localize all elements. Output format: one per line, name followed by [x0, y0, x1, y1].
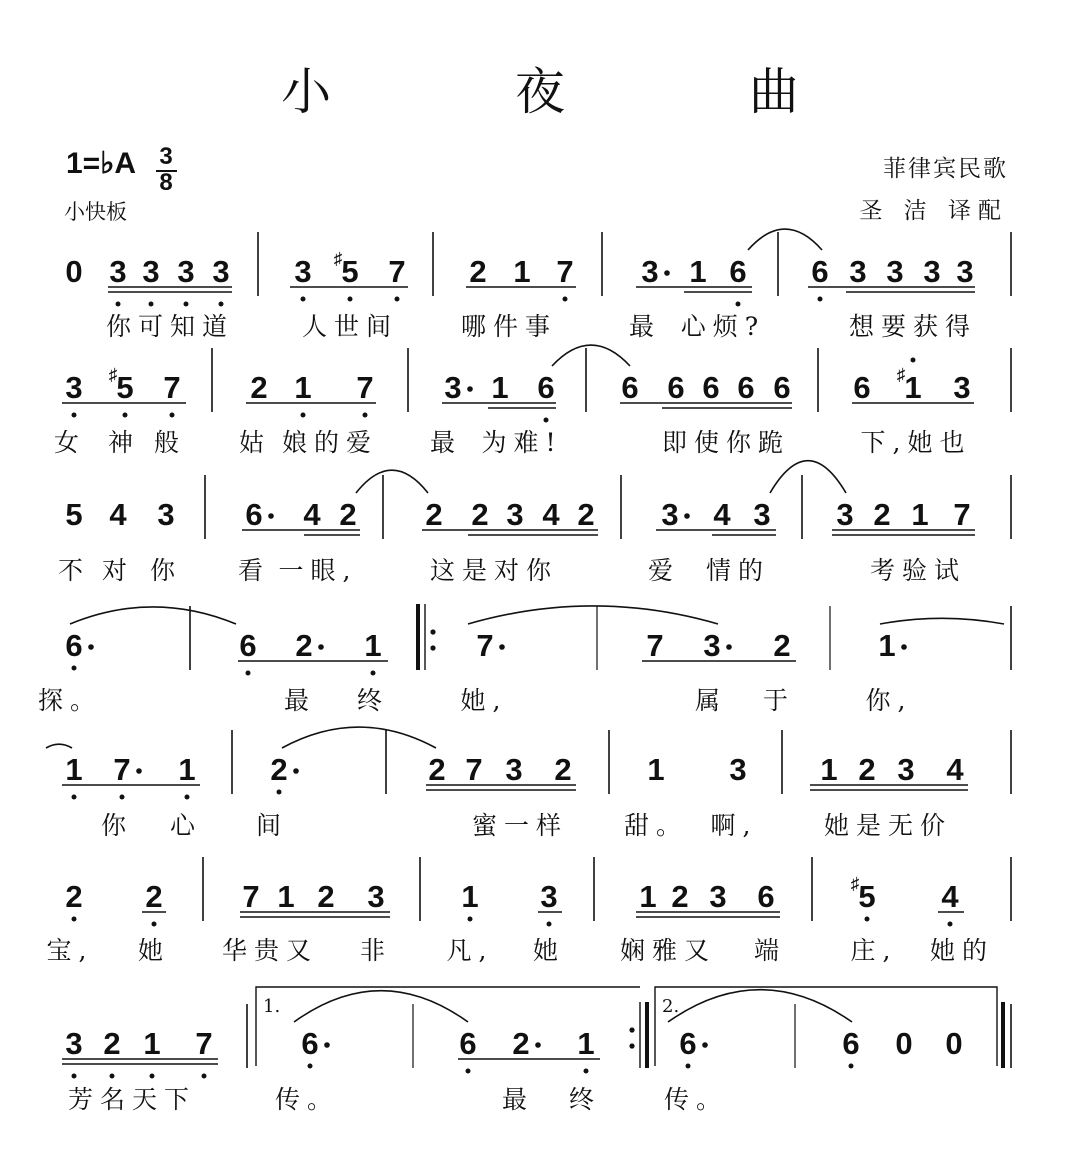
note: 3	[540, 879, 558, 914]
note: 6	[667, 370, 685, 405]
note: 3	[505, 752, 523, 787]
note: 3	[836, 497, 854, 532]
lyric-text: 你	[100, 811, 134, 840]
lower-octave-dot	[185, 795, 190, 800]
translator-credit: 圣 洁 译配	[859, 198, 1008, 224]
note: 6	[757, 879, 775, 914]
lower-octave-dot	[371, 671, 376, 676]
note: 3	[157, 497, 175, 532]
lower-octave-dot	[120, 795, 125, 800]
note: 7	[476, 628, 494, 663]
lower-octave-dot	[277, 790, 282, 795]
note: 1	[143, 1026, 161, 1061]
lyric-text: 啊,	[710, 811, 758, 840]
augmentation-dot	[702, 1042, 708, 1048]
note: 6	[301, 1026, 319, 1061]
note: 3	[65, 370, 83, 405]
note: 2	[425, 497, 443, 532]
slur-tie	[748, 229, 822, 250]
note: 1	[904, 370, 922, 405]
lyric-text: 即使你跪	[661, 428, 791, 457]
lower-octave-dot	[584, 1069, 589, 1074]
lower-octave-dot	[544, 418, 549, 423]
lower-octave-dot	[150, 1074, 155, 1079]
slur-tie	[46, 744, 72, 748]
augmentation-dot	[535, 1042, 541, 1048]
sharp-accidental: ♯	[850, 874, 860, 893]
note: 6	[679, 1026, 697, 1061]
lyric-text: 般	[153, 428, 187, 457]
note: 2	[339, 497, 357, 532]
lyric-text: 传。	[274, 1085, 340, 1114]
origin-credit: 菲律宾民歌	[883, 156, 1008, 182]
note: 6	[729, 254, 747, 289]
note: 4	[542, 497, 560, 532]
note: 1	[491, 370, 509, 405]
note: 5	[116, 370, 134, 405]
key-signature-text: 1=♭A	[66, 147, 137, 180]
note: 5	[341, 254, 359, 289]
repeat-dot	[629, 1027, 634, 1032]
lower-octave-dot	[301, 413, 306, 418]
lyric-text: 哪件事	[460, 312, 558, 341]
repeat-dot	[629, 1043, 634, 1048]
lower-octave-dot	[152, 922, 157, 927]
note: 6	[245, 497, 263, 532]
lower-octave-dot	[72, 666, 77, 671]
lyric-text: 蜜一样	[471, 811, 569, 840]
lyric-text: 于	[762, 686, 796, 715]
augmentation-dot	[664, 270, 670, 276]
lyric-text: 为难!	[481, 428, 563, 457]
note: 7	[113, 752, 131, 787]
lyric-text: 最	[501, 1085, 535, 1114]
note: 6	[65, 628, 83, 663]
volta-label-1: 1.	[263, 996, 281, 1017]
note: 2	[250, 370, 268, 405]
note: 7	[388, 254, 406, 289]
lyric-text: 芳名天下	[67, 1085, 197, 1114]
lower-octave-dot	[547, 922, 552, 927]
tempo-marking: 小快板	[64, 200, 127, 224]
lyric-text: 对	[101, 556, 135, 585]
lyric-text: 爱	[647, 556, 681, 585]
lyric-text: 华贵又	[221, 936, 319, 965]
augmentation-dot	[499, 644, 505, 650]
lyric-text: 你	[149, 556, 183, 585]
lower-octave-dot	[170, 413, 175, 418]
note: 2	[103, 1026, 121, 1061]
note: 2	[295, 628, 313, 663]
lower-octave-dot	[395, 297, 400, 302]
note: 4	[303, 497, 321, 532]
lyric-text: 不	[57, 556, 91, 585]
augmentation-dot	[467, 386, 473, 392]
note: 3	[703, 628, 721, 663]
lyric-text: 最	[628, 312, 662, 341]
repeat-dot	[430, 645, 435, 650]
note: 1	[820, 752, 838, 787]
note: 2	[554, 752, 572, 787]
note: 2	[471, 497, 489, 532]
lyric-text: 她,	[460, 686, 508, 715]
lower-octave-dot	[308, 1064, 313, 1069]
note: 2	[317, 879, 335, 914]
note: 3	[729, 752, 747, 787]
lyric-text: 心烦?	[680, 312, 766, 341]
lyric-text: 非	[359, 936, 393, 965]
note: 0	[895, 1026, 913, 1061]
note: 1	[647, 752, 665, 787]
note: 2	[428, 752, 446, 787]
lyric-text: 考验试	[869, 556, 967, 585]
lyric-text: 间	[255, 811, 289, 840]
lyric-text: 宝,	[46, 936, 94, 965]
note: 6	[842, 1026, 860, 1061]
note: 4	[946, 752, 964, 787]
slur-tie	[282, 727, 436, 748]
note: 1	[65, 752, 83, 787]
note: 3	[661, 497, 679, 532]
lower-octave-dot	[72, 917, 77, 922]
lower-octave-dot	[363, 413, 368, 418]
lower-octave-dot	[72, 1074, 77, 1079]
note: 3	[367, 879, 385, 914]
lyric-text: 你可知道	[105, 312, 235, 341]
augmentation-dot	[684, 513, 690, 519]
note: 6	[737, 370, 755, 405]
note: 1	[689, 254, 707, 289]
lyric-text: 探。	[37, 686, 103, 715]
augmentation-dot	[901, 644, 907, 650]
note: 1	[277, 879, 295, 914]
note: 3	[953, 370, 971, 405]
note: 2	[773, 628, 791, 663]
note: 5	[65, 497, 83, 532]
augmentation-dot	[88, 644, 94, 650]
time-signature-bottom: 8	[159, 169, 173, 196]
slur-tie	[70, 607, 236, 624]
note: 3	[177, 254, 195, 289]
note: 3	[956, 254, 974, 289]
lyric-text: 情的	[705, 556, 771, 585]
lower-octave-dot	[72, 795, 77, 800]
note: 3	[753, 497, 771, 532]
lyric-text: 她的	[929, 936, 995, 965]
augmentation-dot	[726, 644, 732, 650]
lower-octave-dot	[301, 297, 306, 302]
note: 2	[65, 879, 83, 914]
lower-octave-dot	[865, 917, 870, 922]
lower-octave-dot	[72, 413, 77, 418]
note: 2	[577, 497, 595, 532]
lower-octave-dot	[468, 917, 473, 922]
note: 1	[878, 628, 896, 663]
note: 7	[556, 254, 574, 289]
lyric-text: 属	[694, 686, 728, 715]
sharp-accidental: ♯	[333, 249, 343, 268]
note: 6	[239, 628, 257, 663]
note: 1	[911, 497, 929, 532]
note: 2	[145, 879, 163, 914]
augmentation-dot	[268, 513, 274, 519]
note: 3	[109, 254, 127, 289]
augmentation-dot	[318, 644, 324, 650]
lyric-text: 娘的爱	[281, 428, 379, 457]
note: 2	[512, 1026, 530, 1061]
note: 2	[671, 879, 689, 914]
slur-tie	[468, 606, 718, 624]
note: 1	[294, 370, 312, 405]
lyric-text: 终	[356, 686, 390, 715]
note: 4	[713, 497, 731, 532]
lyric-text: 神	[107, 428, 141, 457]
note: 4	[941, 879, 959, 914]
note: 0	[65, 254, 83, 289]
lower-octave-dot	[202, 1074, 207, 1079]
lyric-text: 心	[169, 811, 203, 840]
note: 3	[849, 254, 867, 289]
note: 7	[953, 497, 971, 532]
note: 3	[294, 254, 312, 289]
time-signature-top: 3	[159, 143, 173, 170]
lower-octave-dot	[563, 297, 568, 302]
lyric-text: 终	[568, 1085, 602, 1114]
lyric-text: 你,	[865, 686, 913, 715]
note: 3	[923, 254, 941, 289]
note: 6	[811, 254, 829, 289]
note: 7	[356, 370, 374, 405]
note: 3	[65, 1026, 83, 1061]
upper-octave-dot	[911, 358, 916, 363]
augmentation-dot	[293, 768, 299, 774]
lower-octave-dot	[219, 302, 224, 307]
note: 3	[886, 254, 904, 289]
lyric-text: 姑	[238, 428, 272, 457]
lower-octave-dot	[686, 1064, 691, 1069]
note: 2	[469, 254, 487, 289]
note: 7	[195, 1026, 213, 1061]
lyric-text: 最	[429, 428, 463, 457]
lyric-text: 她	[137, 936, 171, 965]
lyric-text: 想要获得	[848, 312, 978, 341]
lower-octave-dot	[348, 297, 353, 302]
lyric-text: 传。	[663, 1085, 729, 1114]
augmentation-dot	[324, 1042, 330, 1048]
lyric-text: 一眼,	[278, 556, 358, 585]
note: 7	[646, 628, 664, 663]
sharp-accidental: ♯	[896, 365, 906, 384]
note: 5	[858, 879, 876, 914]
lower-octave-dot	[849, 1064, 854, 1069]
note: 2	[270, 752, 288, 787]
note: 4	[109, 497, 127, 532]
note: 6	[773, 370, 791, 405]
note: 6	[621, 370, 639, 405]
note: 3	[212, 254, 230, 289]
lyric-text: 娴雅又	[619, 936, 717, 965]
lyric-text: 凡,	[446, 936, 494, 965]
note: 1	[577, 1026, 595, 1061]
repeat-dot	[430, 629, 435, 634]
note: 1	[364, 628, 382, 663]
lyric-text: 人世间	[301, 312, 399, 341]
note: 1	[461, 879, 479, 914]
lyric-text: 她	[532, 936, 566, 965]
note: 1	[513, 254, 531, 289]
note: 2	[858, 752, 876, 787]
slur-tie	[880, 618, 1004, 624]
note: 6	[537, 370, 555, 405]
note: 2	[873, 497, 891, 532]
lyric-text: 下,她也	[860, 428, 972, 457]
note: 3	[142, 254, 160, 289]
note: 3	[444, 370, 462, 405]
lower-octave-dot	[818, 297, 823, 302]
note: 7	[465, 752, 483, 787]
note: 7	[163, 370, 181, 405]
lower-octave-dot	[948, 922, 953, 927]
lower-octave-dot	[184, 302, 189, 307]
sharp-accidental: ♯	[108, 365, 118, 384]
lyric-text: 最	[283, 686, 317, 715]
note: 7	[242, 879, 260, 914]
slur-tie	[552, 345, 630, 366]
note: 3	[506, 497, 524, 532]
note: 6	[853, 370, 871, 405]
augmentation-dot	[136, 768, 142, 774]
note: 0	[945, 1026, 963, 1061]
slur-tie	[668, 990, 852, 1022]
lyric-text: 庄,	[850, 936, 898, 965]
lower-octave-dot	[116, 302, 121, 307]
lower-octave-dot	[736, 302, 741, 307]
lower-octave-dot	[466, 1069, 471, 1074]
note: 3	[897, 752, 915, 787]
slur-tie	[294, 991, 468, 1022]
song-title: 小 夜 曲	[281, 63, 883, 121]
note: 1	[178, 752, 196, 787]
note: 6	[702, 370, 720, 405]
lower-octave-dot	[246, 671, 251, 676]
note: 3	[709, 879, 727, 914]
volta-label-2: 2.	[662, 996, 680, 1017]
lyric-text: 她是无价	[823, 811, 953, 840]
note: 3	[641, 254, 659, 289]
note: 1	[639, 879, 657, 914]
slur-tie	[356, 470, 428, 493]
lyric-text: 端	[753, 936, 787, 965]
note: 6	[459, 1026, 477, 1061]
lower-octave-dot	[110, 1074, 115, 1079]
lyric-text: 看	[237, 556, 271, 585]
lyric-text: 甜。	[623, 811, 689, 840]
lower-octave-dot	[123, 413, 128, 418]
lyric-text: 这是对你	[429, 556, 559, 585]
lower-octave-dot	[149, 302, 154, 307]
slur-tie	[770, 461, 846, 493]
lyric-text: 女	[53, 428, 87, 457]
